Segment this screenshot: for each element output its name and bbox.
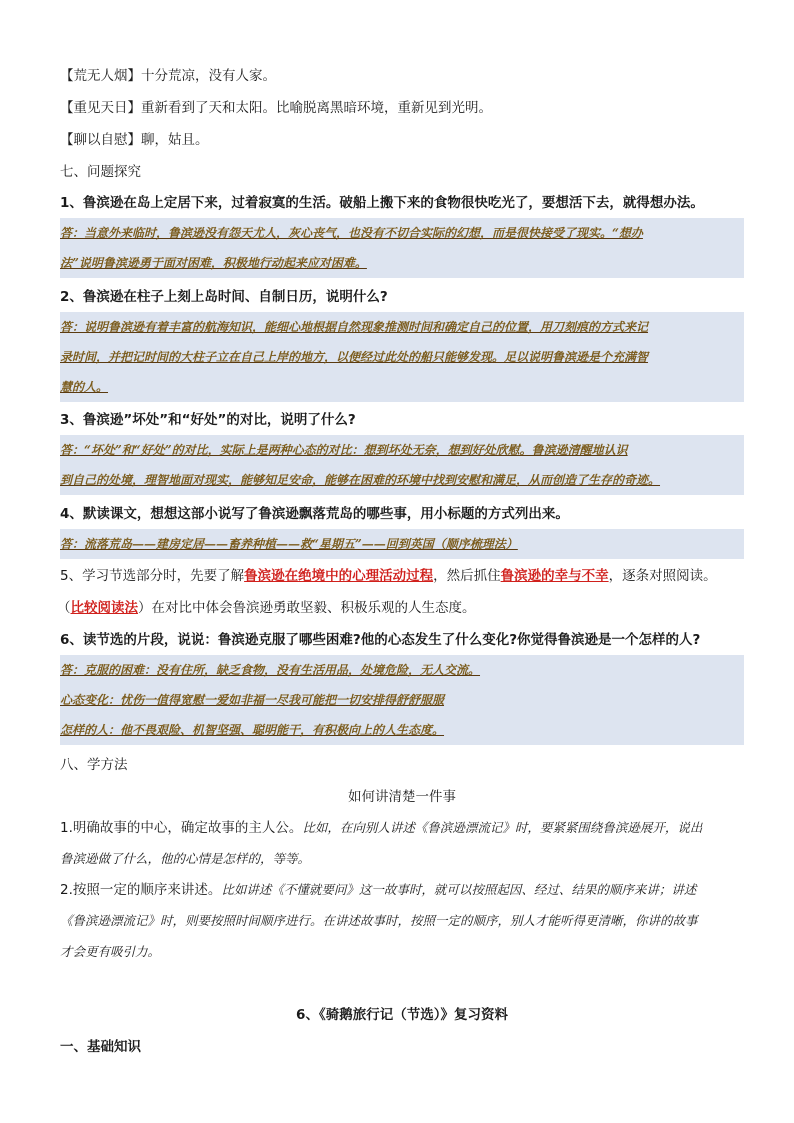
- section-heading: 七、问题探究: [60, 164, 141, 180]
- method-1-line: 鲁滨逊做了什么，他的心情是怎样的，等等。: [60, 851, 311, 866]
- method-2-line: 才会更有吸引力。: [60, 944, 161, 959]
- section-heading: 一、基础知识: [60, 1039, 141, 1055]
- highlight-text: 比较阅读法: [70, 600, 138, 616]
- highlight-text: 鲁滨逊在绝境中的心理活动过程: [244, 568, 434, 584]
- method-title: 如何讲清楚一件事: [348, 789, 456, 805]
- section-heading: 八、学方法: [60, 757, 128, 773]
- question-6: 6、读节选的片段，说说：鲁滨逊克服了哪些困难?他的心态发生了什么变化?你觉得鲁滨逊是一个怎样的人?: [60, 632, 701, 648]
- answer-line: 答：“坏处”和“好处”的对比，实际上是两种心态的对比：想到坏处无奈，想到好处欣慰。鲁滨逊清醒地认识: [60, 443, 628, 457]
- definition-line: [60, 98, 744, 118]
- definition-term: 【荒无人烟】: [60, 68, 141, 84]
- answer-line: 录时间，并把记时间的大柱子立在自己上岸的地方，以便经过此处的船只能够发现。足以说明鲁滨逊是个充满智: [60, 350, 649, 364]
- answer-3: [60, 435, 744, 495]
- question-4: 4、默读课文，想想这部小说写了鲁滨逊飘落荒岛的哪些事，用小标题的方式列出来。: [60, 506, 569, 522]
- definition-term: 【重见天日】: [60, 100, 141, 116]
- question-5-line-2: [57, 598, 741, 618]
- answer-line: 答：说明鲁滨逊有着丰富的航海知识，能细心地根据自然现象推测时间和确定自己的位置，用刀刻痕的方式来记: [60, 320, 649, 334]
- method-2-line: 《鲁滨逊漂流记》时，则要按照时间顺序进行。在讲述故事时，按照一定的顺序，别人才能听得更清晰，你讲的故事: [60, 913, 698, 928]
- next-chapter-title: 6、《骑鹅旅行记（节选）》复习资料: [296, 1007, 508, 1023]
- text-run: 2.按照一定的顺序来讲述。: [60, 882, 222, 898]
- text-run: 1.明确故事的中心，确定故事的主人公。: [60, 820, 303, 836]
- question-1: 1、鲁滨逊在岛上定居下来，过着寂寞的生活。破船上搬下来的食物很快吃光了，要想活下去，就得想办法。: [60, 195, 704, 211]
- answer-line: 怎样的人：他不畏艰险、机智坚强、聪明能干，有积极向上的人生态度。: [60, 723, 445, 737]
- answer-line: 到自己的处境，理智地面对现实，能够知足安命，能够在困难的环境中找到安慰和满足，从而创造了生存的奇迹。: [60, 473, 661, 487]
- text-run: 5、学习节选部分时，先要了解: [60, 568, 245, 584]
- answer-line: 答：流落荒岛——建房定居——畜养种植——救“星期五”——回到英国（顺序梳理法）: [60, 537, 518, 551]
- method-1-line: [60, 818, 744, 838]
- answer-line: 慧的人。: [60, 380, 109, 394]
- question-3: 3、鲁滨逊”坏处”和“好处”的对比，说明了什么?: [60, 412, 356, 428]
- question-5-line-1: [60, 566, 744, 586]
- answer-6: [60, 655, 744, 745]
- definition-line: [60, 66, 744, 86]
- definition-term: 【聊以自慰】: [60, 132, 141, 148]
- answer-1: [60, 218, 744, 278]
- text-run: ，然后抓住: [433, 568, 501, 584]
- answer-line: 答：当意外来临时，鲁滨逊没有怨天尤人，灰心丧气，也没有不切合实际的幻想，而是很快接受了现实。“想办: [60, 226, 643, 240]
- answer-line: 答：克服的困难：没有住所，缺乏食物，没有生活用品，处境危险，无人交流。: [60, 663, 481, 677]
- definition-line: [60, 130, 744, 150]
- answer-line: 法”说明鲁滨逊勇于面对困难，积极地行动起来应对困难。: [60, 256, 367, 270]
- answer-2: [60, 312, 744, 402]
- method-2-line: [60, 880, 744, 900]
- text-run: ，逐条对照阅读。: [608, 568, 717, 584]
- definition-text: 重新看到了天和太阳。比喻脱离黑暗环境，重新见到光明。: [141, 100, 492, 116]
- text-run: （: [57, 600, 71, 616]
- answer-line: 心态变化：忧伤一值得宽慰一爱如非福一尽我可能把一切安排得舒舒服服: [60, 693, 445, 707]
- text-run: ）在对比中体会鲁滨逊勇敢坚毅、积极乐观的人生态度。: [138, 600, 476, 616]
- definition-text: 聊，姑且。: [141, 132, 209, 148]
- definition-text: 十分荒凉，没有人家。: [141, 68, 276, 84]
- answer-4: [60, 529, 744, 559]
- highlight-text: 鲁滨逊的幸与不幸: [500, 568, 609, 584]
- question-2: 2、鲁滨逊在柱子上刻上岛时间、自制日历，说明什么?: [60, 289, 388, 305]
- text-run: 比如，在向别人讲述《鲁滨逊漂流记》时，要紧紧围绕鲁滨逊展开，说出: [302, 820, 703, 835]
- text-run: 比如讲述《不懂就要问》这一故事时，就可以按照起因、经过、结果的顺序来讲；讲述: [221, 882, 697, 897]
